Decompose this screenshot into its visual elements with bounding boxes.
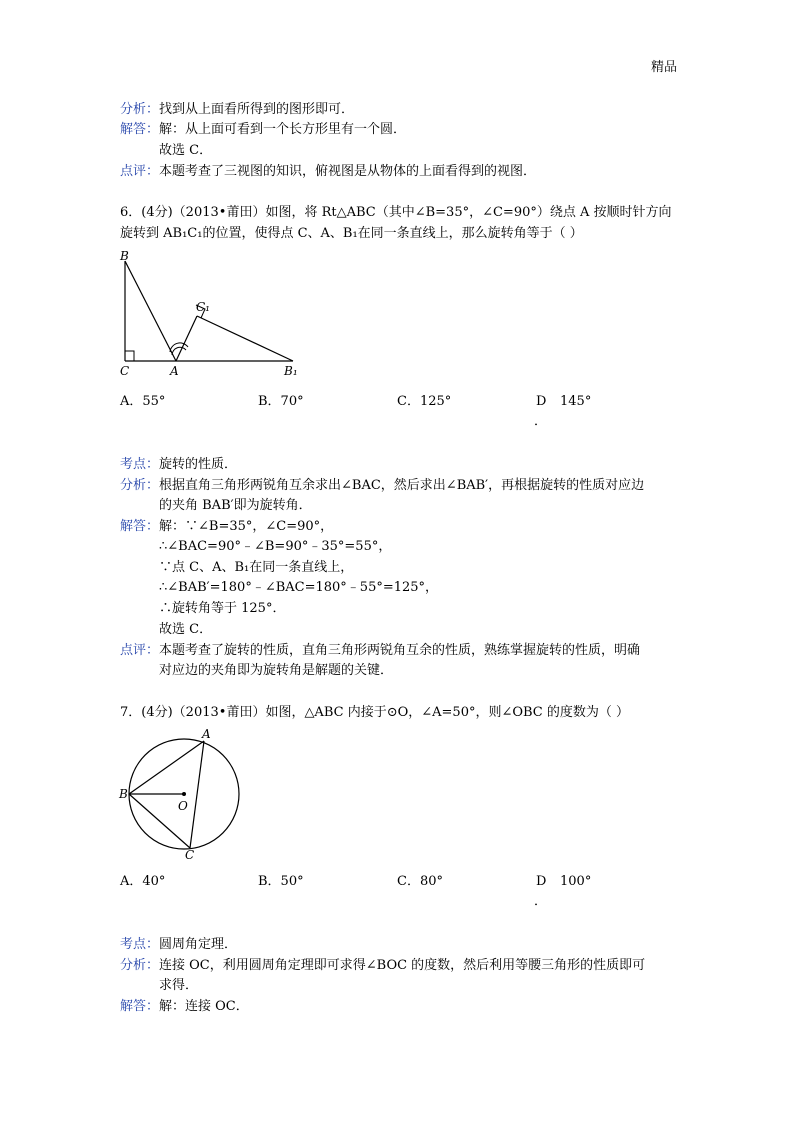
q6-answer-line1 (120, 517, 333, 536)
kaodian-label: 考点： (120, 457, 160, 472)
q7-kaodian (120, 935, 237, 954)
comment-label: 点评： (120, 164, 160, 179)
q6-analysis-line1 (120, 476, 644, 495)
answer-text: 解：∵∠B=35°，∠C=90°， (159, 519, 334, 534)
q6-option-a: A．55° (120, 394, 166, 409)
q7-option-d-dot: ． (534, 894, 548, 909)
analysis-text: 根据直角三角形两锐角互余求出∠BAC，然后求出∠BAB′，再根据旋转的性质对应边 (159, 478, 645, 493)
q6-option-d-dot: ． (534, 414, 548, 429)
q6-stem-line2: 旋转到 AB₁C₁的位置，使得点 C、A、B₁在同一条直线上，那么旋转角等于（ ） (120, 226, 583, 241)
q7-answer (120, 997, 249, 1016)
kaodian-text: 旋转的性质． (159, 457, 238, 472)
q6-option-b: B．70° (258, 394, 304, 409)
label-A: A (170, 364, 179, 378)
label-B: B (120, 249, 129, 263)
q7-option-b: B．50° (258, 874, 304, 889)
q7-option-d-letter: D (536, 874, 547, 889)
label-C1: C₁ (196, 300, 210, 314)
q7-option-c: C．80° (397, 874, 443, 889)
analysis-label: 分析： (120, 958, 160, 973)
header-right-text: 精品 (651, 60, 678, 75)
q6-analysis-line2: 的夹角 BAB′即为旋转角． (159, 498, 312, 513)
q5-answer-choice: 故选 C． (159, 143, 213, 158)
q6-answer-line5: ∴旋转角等于 125°． (159, 601, 286, 616)
analysis-text: 连接 OC，利用圆周角定理即可求得∠BOC 的度数，然后利用等腰三角形的性质即可 (159, 958, 646, 973)
q5-answer (120, 120, 406, 139)
q7-circle-figure (112, 726, 246, 862)
analysis-label: 分析： (120, 102, 160, 117)
q7-option-a: A．40° (120, 874, 166, 889)
q7-analysis-line1 (120, 956, 645, 975)
q7-option-d-value: 100° (560, 874, 592, 889)
q6-option-d-value: 145° (560, 394, 592, 409)
label-C: C (185, 848, 195, 862)
label-C: C (120, 364, 130, 378)
answer-label: 解答： (120, 519, 160, 534)
q6-option-d-letter: D (536, 394, 547, 409)
label-B: B (119, 787, 128, 801)
analysis-text: 找到从上面看所得到的图形即可． (159, 102, 355, 117)
q6-option-c: C．125° (397, 394, 452, 409)
q6-comment-line1 (120, 641, 640, 660)
label-A: A (202, 727, 211, 741)
comment-text: 本题考查了旋转的性质，直角三角形两锐角互余的性质，熟练掌握旋转的性质，明确 (159, 643, 641, 658)
q6-answer-line6: 故选 C． (159, 622, 213, 637)
q6-rotation-figure (112, 248, 312, 382)
q6-answer-line2: ∴∠BAC=90°﹣∠B=90°﹣35°=55°， (159, 539, 392, 554)
answer-text: 解：连接 OC． (159, 999, 249, 1014)
kaodian-text: 圆周角定理． (159, 937, 238, 952)
analysis-label: 分析： (120, 478, 160, 493)
answer-label: 解答： (120, 122, 160, 137)
comment-label: 点评： (120, 643, 160, 658)
q5-comment (120, 162, 536, 181)
answer-text: 解：从上面可看到一个长方形里有一个圆． (159, 122, 407, 137)
q6-answer-line3: ∵点 C、A、B₁在同一条直线上， (159, 560, 354, 575)
q5-analysis (120, 100, 354, 119)
label-O: O (178, 799, 188, 813)
answer-label: 解答： (120, 999, 160, 1014)
q7-analysis-line2: 求得． (159, 978, 199, 993)
q7-stem: 7．(4分)（2013•莆田）如图，△ABC 内接于⊙O，∠A=50°，则∠OBC 的度数为（ ） (120, 705, 630, 720)
q6-comment-line2: 对应边的夹角即为旋转角是解题的关键． (159, 663, 394, 678)
q6-answer-line4: ∴∠BAB′=180°﹣∠BAC=180°﹣55°=125°， (159, 580, 439, 595)
kaodian-label: 考点： (120, 937, 160, 952)
comment-text: 本题考查了三视图的知识，俯视图是从物体的上面看得到的视图． (159, 164, 537, 179)
q6-stem-line1: 6．(4分)（2013•莆田）如图，将 Rt△ABC（其中∠B=35°，∠C=90°）绕点 A 按顺时针方向 (120, 205, 672, 220)
q6-kaodian (120, 455, 237, 474)
label-B1: B₁ (284, 364, 298, 378)
